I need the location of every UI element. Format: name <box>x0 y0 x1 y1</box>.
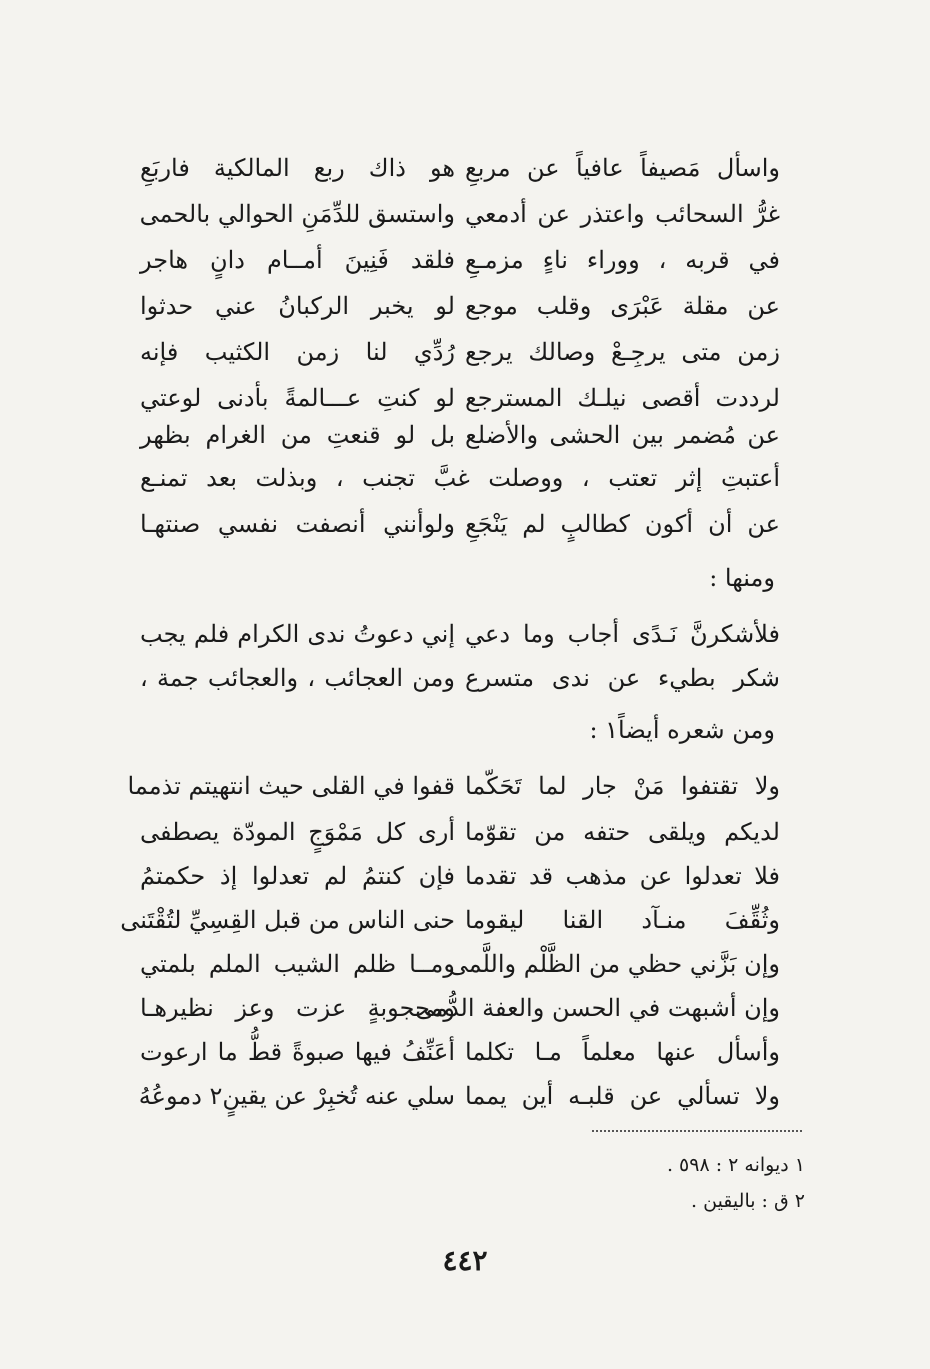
footnote-divider <box>592 1130 802 1132</box>
verse-line <box>140 1076 780 1116</box>
verse-line <box>140 988 780 1028</box>
verse-line <box>140 504 780 544</box>
second-hemistich: في قربه ، ووراء ناءٍ مزمـعِ <box>465 246 780 274</box>
first-hemistich: بل لو قنعتِ من الغرام بظهر <box>140 421 455 449</box>
first-hemistich: ومحجوبةٍ عزت وعز نظيرهـا <box>140 994 455 1022</box>
first-hemistich: حنى الناس من قبل القِسِيِّ لتُقْتَنى <box>120 906 455 934</box>
verse-line <box>140 856 780 896</box>
first-hemistich: لو كنتِ عـــالمةً بأدنى لوعتي <box>140 384 455 412</box>
first-hemistich: قفوا في القلى حيث انتهيتم تذمما <box>127 772 455 800</box>
verse-line <box>140 286 780 326</box>
second-hemistich: ولا تسألي عن قلبـه أين يمما <box>465 1082 780 1110</box>
second-hemistich: وثُقِّفَ منـآد القنا ليقوما <box>465 906 780 934</box>
full-verse: أعتبتِ إثر تعتب ، ووصلت غبَّ تجنب ، وبذلت بعد تمنـع <box>140 464 780 492</box>
first-hemistich: لو يخبر الركبانُ عني حدثوا <box>140 292 455 320</box>
second-hemistich: لرددت أقصى نيلـك المسترجع <box>465 384 780 412</box>
first-hemistich: ومــا ظلم الشيب الملم بلمتي <box>140 950 455 978</box>
second-hemistich: وإن أشبهت في الحسن والعفة الدُّمى <box>415 994 780 1022</box>
verse-line <box>140 812 780 852</box>
second-hemistich: وإن بَزَّني حظي من الظَّلْم واللَّمى <box>448 950 780 978</box>
verse-line <box>140 415 780 455</box>
first-hemistich: فإن كنتمُ لم تعدلوا إذ حكمتمُ <box>140 862 455 890</box>
first-hemistich: أرى كل مَمْوَجٍ المودّة يصطفى <box>140 818 455 846</box>
verse-line <box>140 614 780 654</box>
verse-line <box>120 900 780 940</box>
first-hemistich: واستسق للدِّمَنِ الحوالي بالحمى <box>139 200 455 228</box>
verse-line <box>140 944 780 984</box>
first-hemistich: أعَنِّفُ فيها صبوةً قطُّ ما ارعوت <box>140 1038 455 1066</box>
section-intro: ومنها : <box>709 564 775 592</box>
first-hemistich: ومن العجائب ، والعجائب جمة ، <box>140 664 455 692</box>
verse-line-full <box>140 458 780 498</box>
page-number: ٤٤٢ <box>442 1244 488 1277</box>
footnote: ١ ديوانه ٢ : ٥٩٨ . <box>666 1154 805 1176</box>
second-hemistich: ولا تقتفوا مَنْ جار لما تَحَكّما <box>465 772 780 800</box>
verse-line <box>140 1032 780 1072</box>
first-hemistich: إني دعوتُ ندى الكرام فلم يجب <box>140 620 455 648</box>
second-hemistich: فلا تعدلوا عن مذهب قد تقدما <box>465 862 780 890</box>
second-hemistich: واسأل مَصيفاً عافياً عن مربعِ <box>465 154 780 182</box>
verse-line <box>140 240 780 280</box>
first-hemistich: هو ذاك ربع المالكية فاربَعِ <box>140 154 455 182</box>
second-hemistich: عن مقلة عَبْرَى وقلب موجع <box>465 292 780 320</box>
verse-line <box>140 332 780 372</box>
verse-line <box>140 658 780 698</box>
first-hemistich: رُدِّي لنا زمن الكثيب فإنه <box>140 338 455 366</box>
verse-line <box>140 148 780 188</box>
second-hemistich: زمن متى يرجِـعْ وصالك يرجع <box>465 338 780 366</box>
first-hemistich: ولوأنني أنصفت نفسي صنتهـا <box>140 510 455 538</box>
second-hemistich: فلأشكرنَّ نَـدًى أجاب وما دعي <box>465 620 780 648</box>
verse-line <box>140 194 780 234</box>
second-hemistich: وأسأل عنها معلماً مـا تكلما <box>465 1038 780 1066</box>
first-hemistich: فلقد فَنِينَ أمــام دانٍ هاجر <box>140 246 455 274</box>
second-hemistich: غرُّ السحائب واعتذر عن أدمعي <box>465 200 780 228</box>
verse-line <box>140 378 780 418</box>
second-hemistich: لديكم ويلقى حتفه من تقوّما <box>465 818 780 846</box>
second-hemistich: عن مُضمر بين الحشى والأضلع <box>465 421 780 449</box>
verse-line <box>127 766 780 806</box>
second-hemistich: عن أن أكون كطالبٍ لم يَنْجَعِ <box>465 510 780 538</box>
section-intro: ومن شعره أيضاً١ : <box>589 716 775 744</box>
first-hemistich: سلي عنه تُخبِرْ عن يقينٍ٢ دموعُهُ <box>138 1082 455 1110</box>
second-hemistich: شكر بطيء عن ندى متسرع <box>465 664 780 692</box>
footnote: ٢ ق : باليقين . <box>691 1190 805 1212</box>
